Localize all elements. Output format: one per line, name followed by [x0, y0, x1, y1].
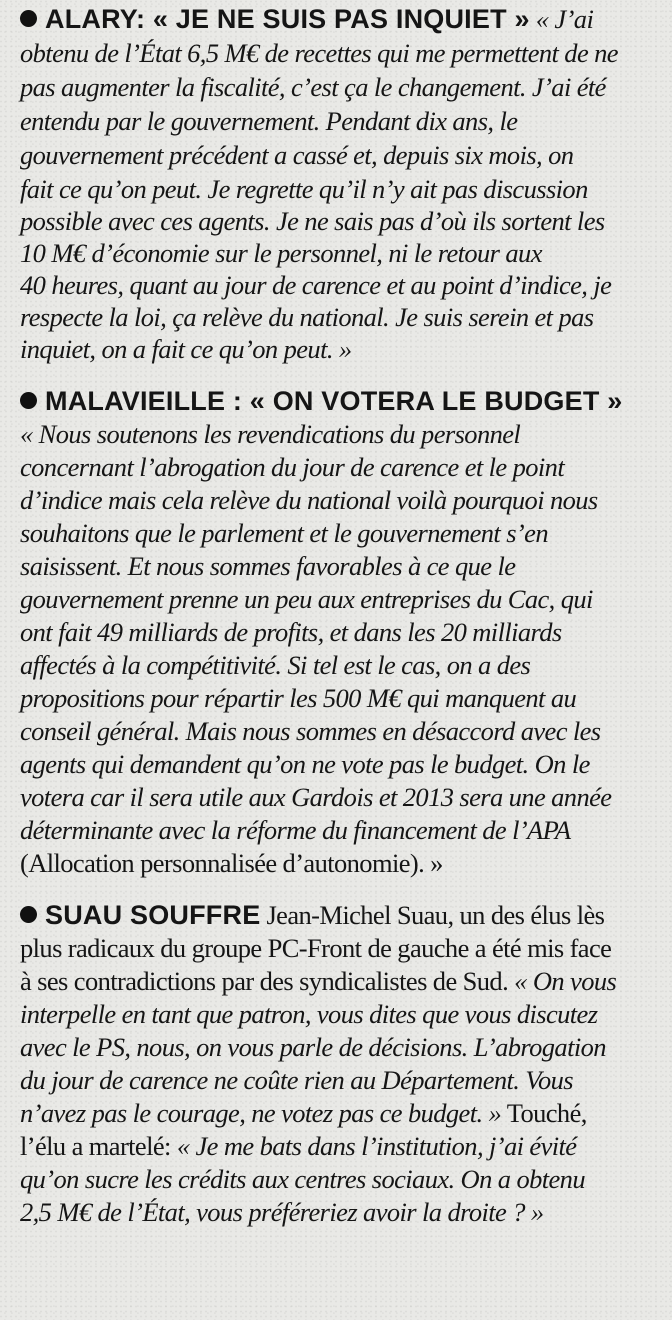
- text-line: pas augmenter la fiscalité, c’est ça le changement. J’ai été: [20, 72, 606, 102]
- text-line: plus radicaux du groupe PC-Front de gauche a été mis face: [20, 933, 612, 963]
- section-heading-line: [20, 384, 622, 418]
- text-line: [20, 964, 616, 998]
- text-line: propositions pour répartir les 500 M€ qui manquent au: [20, 683, 577, 713]
- bullet-icon: [20, 906, 37, 923]
- text-line: agents qui demandent qu’on ne vote pas le budget. On le: [20, 749, 590, 779]
- text-line: votera car il sera utile aux Gardois et 2013 sera une année: [20, 782, 612, 812]
- text-line: interpelle en tant que patron, vous dites que vous discutez: [20, 999, 598, 1029]
- text-line: avec le PS, nous, on vous parle de décisions. L’abrogation: [20, 1032, 606, 1062]
- text-line: 2,5 M€ de l’État, vous préféreriez avoir la droite ? »: [20, 1197, 544, 1227]
- text-line: affectés à la compétitivité. Si tel est le cas, on a des: [20, 650, 531, 680]
- body-text: à ses contradictions par des syndicalistes de Sud.: [20, 966, 509, 996]
- quote-text: « On vous: [514, 966, 617, 996]
- section-heading-line: [20, 2, 593, 36]
- text-line: possible avec ces agents. Je ne sais pas d’où ils sortent les: [20, 206, 605, 236]
- text-line: gouvernement précédent a cassé et, depuis six mois, on: [20, 140, 574, 170]
- text-line: respecte la loi, ça relève du national. Je suis serein et pas: [20, 302, 594, 332]
- body-text: Jean-Michel Suau, un des élus lès: [266, 900, 605, 930]
- text-line: inquiet, on a fait ce qu’on peut. »: [20, 334, 352, 364]
- text-line: déterminante avec la réforme du financement de l’APA: [20, 815, 571, 845]
- section-heading-line: [20, 898, 604, 932]
- text-line: obtenu de l’État 6,5 M€ de recettes qui me permettent de ne: [20, 38, 618, 68]
- text-line: saisissent. Et nous sommes favorables à ce que le: [20, 551, 516, 581]
- section-heading: MALAVIEILLE : « ON VOTERA LE BUDGET »: [45, 386, 623, 416]
- section-heading: ALARY: « JE NE SUIS PAS INQUIET »: [45, 4, 530, 34]
- text-line: du jour de carence ne coûte rien au Département. Vous: [20, 1065, 574, 1095]
- text-line: [20, 1096, 587, 1130]
- text-line: 10 M€ d’économie sur le personnel, ni le retour aux: [20, 238, 542, 268]
- text-line: ont fait 49 milliards de profits, et dans les 20 milliards: [20, 617, 562, 647]
- bullet-icon: [20, 10, 37, 27]
- text-line: concernant l’abrogation du jour de carence et le point: [20, 452, 565, 482]
- section-heading: SUAU SOUFFRE: [45, 900, 261, 930]
- text-line: conseil général. Mais nous sommes en désaccord avec les: [20, 716, 601, 746]
- text-line: fait ce qu’on peut. Je regrette qu’il n’y ait pas discussion: [20, 174, 588, 204]
- quote-text: n’avez pas le courage, ne votez pas ce budget. »: [20, 1098, 502, 1128]
- bullet-icon: [20, 392, 37, 409]
- text-line: qu’on sucre les crédits aux centres sociaux. On a obtenu: [20, 1164, 585, 1194]
- body-text: l’élu a martelé:: [20, 1131, 171, 1161]
- text-line: entendu par le gouvernement. Pendant dix ans, le: [20, 106, 518, 136]
- text-line: « Nous soutenons les revendications du personnel: [20, 419, 521, 449]
- quote-text: « J’ai: [535, 4, 594, 34]
- quote-text: « Je me bats dans l’institution, j’ai évité: [176, 1131, 577, 1161]
- text-line: (Allocation personnalisée d’autonomie). »: [20, 848, 443, 878]
- text-line: gouvernement prenne un peu aux entreprises du Cac, qui: [20, 584, 593, 614]
- text-line: 40 heures, quant au jour de carence et au point d’indice, je: [20, 270, 612, 300]
- text-line: souhaitons que le parlement et le gouvernement s’en: [20, 518, 548, 548]
- body-text: Touché,: [506, 1098, 587, 1128]
- text-line: d’indice mais cela relève du national voilà pourquoi nous: [20, 485, 598, 515]
- text-line: [20, 1129, 576, 1163]
